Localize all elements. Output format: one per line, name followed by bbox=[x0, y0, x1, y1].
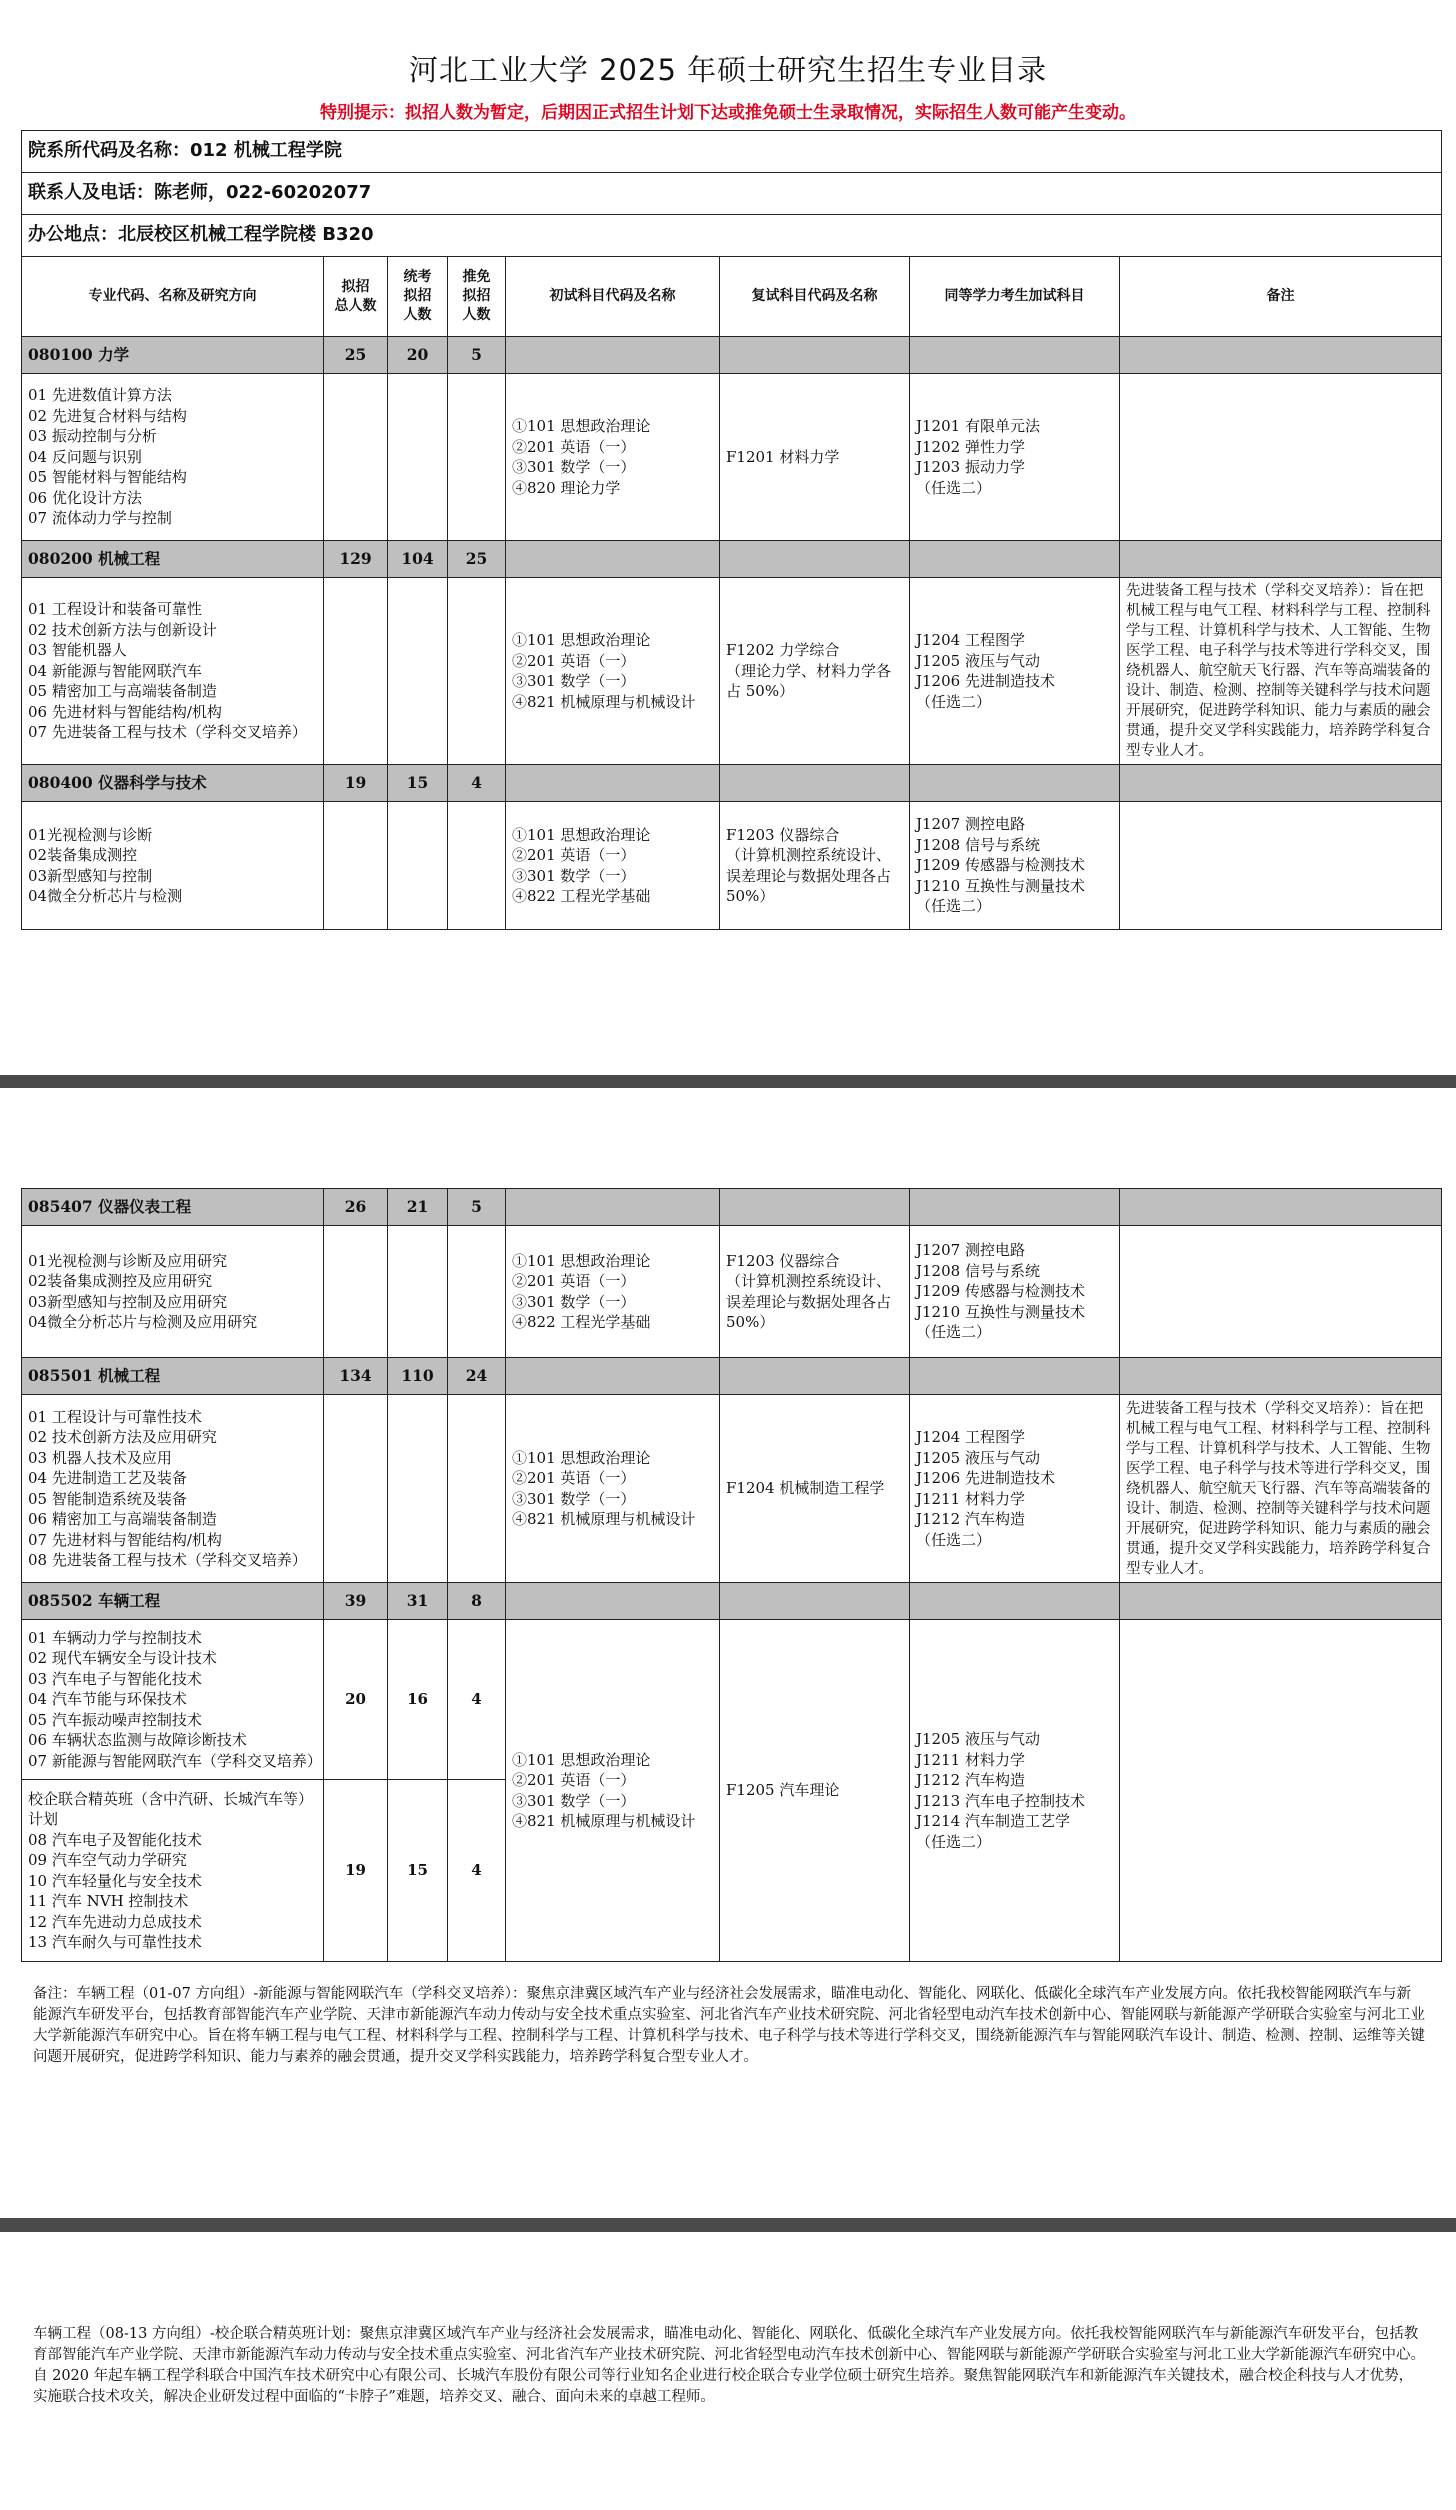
major-name: 085502 车辆工程 bbox=[22, 1583, 324, 1620]
extra-exam-subjects: J1207 测控电路 J1208 信号与系统 J1209 传感器与检测技术 J1210 互换性与测量技术 （任选二） bbox=[910, 1226, 1120, 1358]
major-row bbox=[22, 337, 1442, 374]
extra-exam-subjects: J1204 工程图学 J1205 液压与气动 J1206 先进制造技术 （任选二） bbox=[910, 578, 1120, 765]
total-count: 129 bbox=[324, 541, 388, 578]
major-detail-row bbox=[22, 374, 1442, 541]
retest-subjects: F1205 汽车理论 bbox=[720, 1620, 910, 1962]
major-row bbox=[22, 1189, 1442, 1226]
catalog-table-page-2 bbox=[21, 1188, 1442, 1962]
exempt-count: 24 bbox=[448, 1358, 506, 1395]
header-major: 专业代码、名称及研究方向 bbox=[22, 257, 324, 337]
remark-text: 备注：车辆工程（01-07 方向组）-新能源与智能网联汽车（学科交叉培养）：聚焦京津冀区域汽车产业与经济社会发展需求，瞄准电动化、智能化、网联化、低碳化全球汽车产业发展方向。依托我校智能网联汽车与新能源汽车研发平台，包括教育部智能汽车产业学院、天津市新能源汽车动力传动与安全技术重点实验室、河北省汽车产业技术研究院、河北省轻型电动汽车技术创新中心、智能网联与新能源产学研联合实验室与河北工业大学新能源汽车研究中心。旨在将车辆工程与电气工程、材料科学与工程、控制科学与工程、计算机科学与技术、电子科学与技术等进行学科交叉，围绕新能源汽车与智能网联汽车设计、制造、检测、控制、运维等关键问题开展研究，促进跨学科知识、能力与素养的融会贯通，提升交叉学科实践能力，培养跨学科复合型专业人才。 bbox=[33, 1986, 1425, 2065]
major-detail-row bbox=[22, 802, 1442, 930]
remark-cell bbox=[1120, 802, 1442, 930]
exam-count: 31 bbox=[388, 1583, 448, 1620]
document-title: 河北工业大学 2025 年硕士研究生招生专业目录 bbox=[408, 53, 1048, 87]
header-extra-exam: 同等学力考生加试科目 bbox=[910, 257, 1120, 337]
first-exam-subjects: ①101 思想政治理论 ②201 英语（一） ③301 数学（一） ④821 机械原理与机械设计 bbox=[506, 578, 720, 765]
total-count: 25 bbox=[324, 337, 388, 374]
page-3 bbox=[0, 2232, 1456, 2510]
page-separator bbox=[0, 1075, 1456, 1088]
group-exam-count: 15 bbox=[388, 1780, 448, 1962]
header-first-exam: 初试科目代码及名称 bbox=[506, 257, 720, 337]
page-2 bbox=[0, 1088, 1456, 2218]
exempt-count: 4 bbox=[448, 765, 506, 802]
remark-cell bbox=[1120, 374, 1442, 541]
remark-cell: 先进装备工程与技术（学科交叉培养）：旨在把机械工程与电气工程、材料科学与工程、控制科学与工程、计算机科学与技术、人工智能、生物医学工程、电子科学与技术等进行学科交叉，围绕机器人、航空航天飞行器、汽车等高端装备的设计、制造、检测、控制等关键科学与技术问题开展研究，促进跨学科知识、能力与素质的融会贯通，提升交叉学科实践能力，培养跨学科复合型专业人才。 bbox=[1120, 1395, 1442, 1583]
first-exam-subjects: ①101 思想政治理论 ②201 英语（一） ③301 数学（一） ④820 理论力学 bbox=[506, 374, 720, 541]
remark-cell: 先进装备工程与技术（学科交叉培养）：旨在把机械工程与电气工程、材料科学与工程、控制科学与工程、计算机科学与技术、人工智能、生物医学工程、电子科学与技术等进行学科交叉，围绕机器人、航空航天飞行器、汽车等高端装备的设计、制造、检测、控制等关键科学与技术问题开展研究，促进跨学科知识、能力与素质的融会贯通，提升交叉学科实践能力，培养跨学科复合型专业人才。 bbox=[1120, 578, 1442, 765]
research-directions: 01 先进数值计算方法 02 先进复合材料与结构 03 振动控制与分析 04 反问题与识别 05 智能材料与智能结构 06 优化设计方法 07 流体动力学与控制 bbox=[22, 374, 324, 541]
retest-subjects: F1204 机械制造工程学 bbox=[720, 1395, 910, 1583]
exam-count: 20 bbox=[388, 337, 448, 374]
first-exam-subjects: ①101 思想政治理论 ②201 英语（一） ③301 数学（一） ④821 机械原理与机械设计 bbox=[506, 1395, 720, 1583]
major-detail-row bbox=[22, 578, 1442, 765]
retest-subjects: F1203 仪器综合 （计算机测控系统设计、误差理论与数据处理各占 50%） bbox=[720, 802, 910, 930]
research-directions: 01 车辆动力学与控制技术 02 现代车辆安全与设计技术 03 汽车电子与智能化技术 04 汽车节能与环保技术 05 汽车振动噪声控制技术 06 车辆状态监测与故障诊断技术 07 新能源与智能网联汽车（学科交叉培养） bbox=[22, 1620, 324, 1780]
major-row bbox=[22, 1358, 1442, 1395]
research-directions: 01光视检测与诊断 02装备集成测控 03新型感知与控制 04微全分析芯片与检测 bbox=[22, 802, 324, 930]
major-detail-row bbox=[22, 1395, 1442, 1583]
research-directions: 01 工程设计和装备可靠性 02 技术创新方法与创新设计 03 智能机器人 04 新能源与智能网联汽车 05 精密加工与高端装备制造 06 先进材料与智能结构/机构 07 先进装备工程与技术（学科交叉培养） bbox=[22, 578, 324, 765]
major-detail-row bbox=[22, 1226, 1442, 1358]
major-row bbox=[22, 541, 1442, 578]
catalog-table-page-1 bbox=[21, 130, 1442, 930]
research-directions: 校企联合精英班（含中汽研、长城汽车等）计划 08 汽车电子及智能化技术 09 汽车空气动力学研究 10 汽车轻量化与安全技术 11 汽车 NVH 控制技术 12 汽车先进动力总成技术 13 汽车耐久与可靠性技术 bbox=[22, 1780, 324, 1962]
major-name: 085407 仪器仪表工程 bbox=[22, 1189, 324, 1226]
group-exam-count: 16 bbox=[388, 1620, 448, 1780]
retest-subjects: F1203 仪器综合 （计算机测控系统设计、误差理论与数据处理各占 50%） bbox=[720, 1226, 910, 1358]
header-note: 备注 bbox=[1120, 257, 1442, 337]
extra-exam-subjects: J1205 液压与气动 J1211 材料力学 J1212 汽车构造 J1213 汽车电子控制技术 J1214 汽车制造工艺学 （任选二） bbox=[910, 1620, 1120, 1962]
group-total-count: 20 bbox=[324, 1620, 388, 1780]
first-exam-subjects: ①101 思想政治理论 ②201 英语（一） ③301 数学（一） ④822 工程光学基础 bbox=[506, 1226, 720, 1358]
header-exam: 统考 拟招 人数 bbox=[388, 257, 448, 337]
first-exam-subjects: ①101 思想政治理论 ②201 英语（一） ③301 数学（一） ④821 机械原理与机械设计 bbox=[506, 1620, 720, 1962]
major-name: 080400 仪器科学与技术 bbox=[22, 765, 324, 802]
exempt-count: 8 bbox=[448, 1583, 506, 1620]
research-directions: 01 工程设计与可靠性技术 02 技术创新方法及应用研究 03 机器人技术及应用 04 先进制造工艺及装备 05 智能制造系统及装备 06 精密加工与高端装备制造 07 先进材料与智能结构/机构 08 先进装备工程与技术（学科交叉培养） bbox=[22, 1395, 324, 1583]
extra-exam-subjects: J1204 工程图学 J1205 液压与气动 J1206 先进制造技术 J1211 材料力学 J1212 汽车构造 （任选二） bbox=[910, 1395, 1120, 1583]
group-exempt-count: 4 bbox=[448, 1780, 506, 1962]
page-separator bbox=[0, 2218, 1456, 2232]
exempt-count: 5 bbox=[448, 337, 506, 374]
special-notice: 特别提示：拟招人数为暂定，后期因正式招生计划下达或推免硕士生录取情况，实际招生人数可能产生变动。 bbox=[320, 103, 1136, 123]
total-count: 134 bbox=[324, 1358, 388, 1395]
remark-paragraph-2 bbox=[33, 2324, 1425, 2408]
total-count: 39 bbox=[324, 1583, 388, 1620]
retest-subjects: F1201 材料力学 bbox=[720, 374, 910, 541]
office-info: 办公地点：北辰校区机械工程学院楼 B320 bbox=[22, 215, 1442, 257]
remark-paragraph-1 bbox=[33, 1984, 1425, 2068]
research-directions: 01光视检测与诊断及应用研究 02装备集成测控及应用研究 03新型感知与控制及应用研究 04微全分析芯片与检测及应用研究 bbox=[22, 1226, 324, 1358]
exempt-count: 5 bbox=[448, 1189, 506, 1226]
major-detail-row bbox=[22, 1620, 1442, 1780]
exam-count: 21 bbox=[388, 1189, 448, 1226]
major-name: 080200 机械工程 bbox=[22, 541, 324, 578]
exam-count: 15 bbox=[388, 765, 448, 802]
major-row bbox=[22, 765, 1442, 802]
exempt-count: 25 bbox=[448, 541, 506, 578]
table-header-row bbox=[22, 257, 1442, 337]
remark-text: 车辆工程（08-13 方向组）-校企联合精英班计划：聚焦京津冀区域汽车产业与经济社会发展需求，瞄准电动化、智能化、网联化、低碳化全球汽车产业发展方向。依托我校智能网联汽车与新能源汽车研发平台，包括教育部智能汽车产业学院、天津市新能源汽车动力传动与安全技术重点实验室、河北省汽车产业技术研究院、河北省轻型电动汽车技术创新中心、智能网联与新能源产学研联合实验室与河北工业大学新能源汽车研究中心。自 2020 年起车辆工程学科联合中国汽车技术研究中心有限公司、长城汽车股份有限公司等行业知名企业进行校企联合专业学位硕士研究生培养。聚焦智能网联汽车和新能源汽车关键技术，融合校企科技与人才优势，实施联合技术攻关，解决企业研发过程中面临的“卡脖子”难题，培养交叉、融合、面向未来的卓越工程师。 bbox=[33, 2326, 1425, 2405]
total-count: 26 bbox=[324, 1189, 388, 1226]
retest-subjects: F1202 力学综合 （理论力学、材料力学各占 50%） bbox=[720, 578, 910, 765]
header-total: 拟招 总人数 bbox=[324, 257, 388, 337]
contact-info: 联系人及电话：陈老师，022-60202077 bbox=[22, 173, 1442, 215]
group-exempt-count: 4 bbox=[448, 1620, 506, 1780]
exam-count: 110 bbox=[388, 1358, 448, 1395]
first-exam-subjects: ①101 思想政治理论 ②201 英语（一） ③301 数学（一） ④822 工程光学基础 bbox=[506, 802, 720, 930]
major-name: 085501 机械工程 bbox=[22, 1358, 324, 1395]
group-total-count: 19 bbox=[324, 1780, 388, 1962]
extra-exam-subjects: J1201 有限单元法 J1202 弹性力学 J1203 振动力学 （任选二） bbox=[910, 374, 1120, 541]
major-row bbox=[22, 1583, 1442, 1620]
dept-info: 院系所代码及名称：012 机械工程学院 bbox=[22, 131, 1442, 173]
major-name: 080100 力学 bbox=[22, 337, 324, 374]
exam-count: 104 bbox=[388, 541, 448, 578]
header-exempt: 推免 拟招 人数 bbox=[448, 257, 506, 337]
remark-cell bbox=[1120, 1226, 1442, 1358]
page-1 bbox=[0, 0, 1456, 1075]
remark-cell bbox=[1120, 1620, 1442, 1962]
total-count: 19 bbox=[324, 765, 388, 802]
extra-exam-subjects: J1207 测控电路 J1208 信号与系统 J1209 传感器与检测技术 J1210 互换性与测量技术 （任选二） bbox=[910, 802, 1120, 930]
header-retest: 复试科目代码及名称 bbox=[720, 257, 910, 337]
